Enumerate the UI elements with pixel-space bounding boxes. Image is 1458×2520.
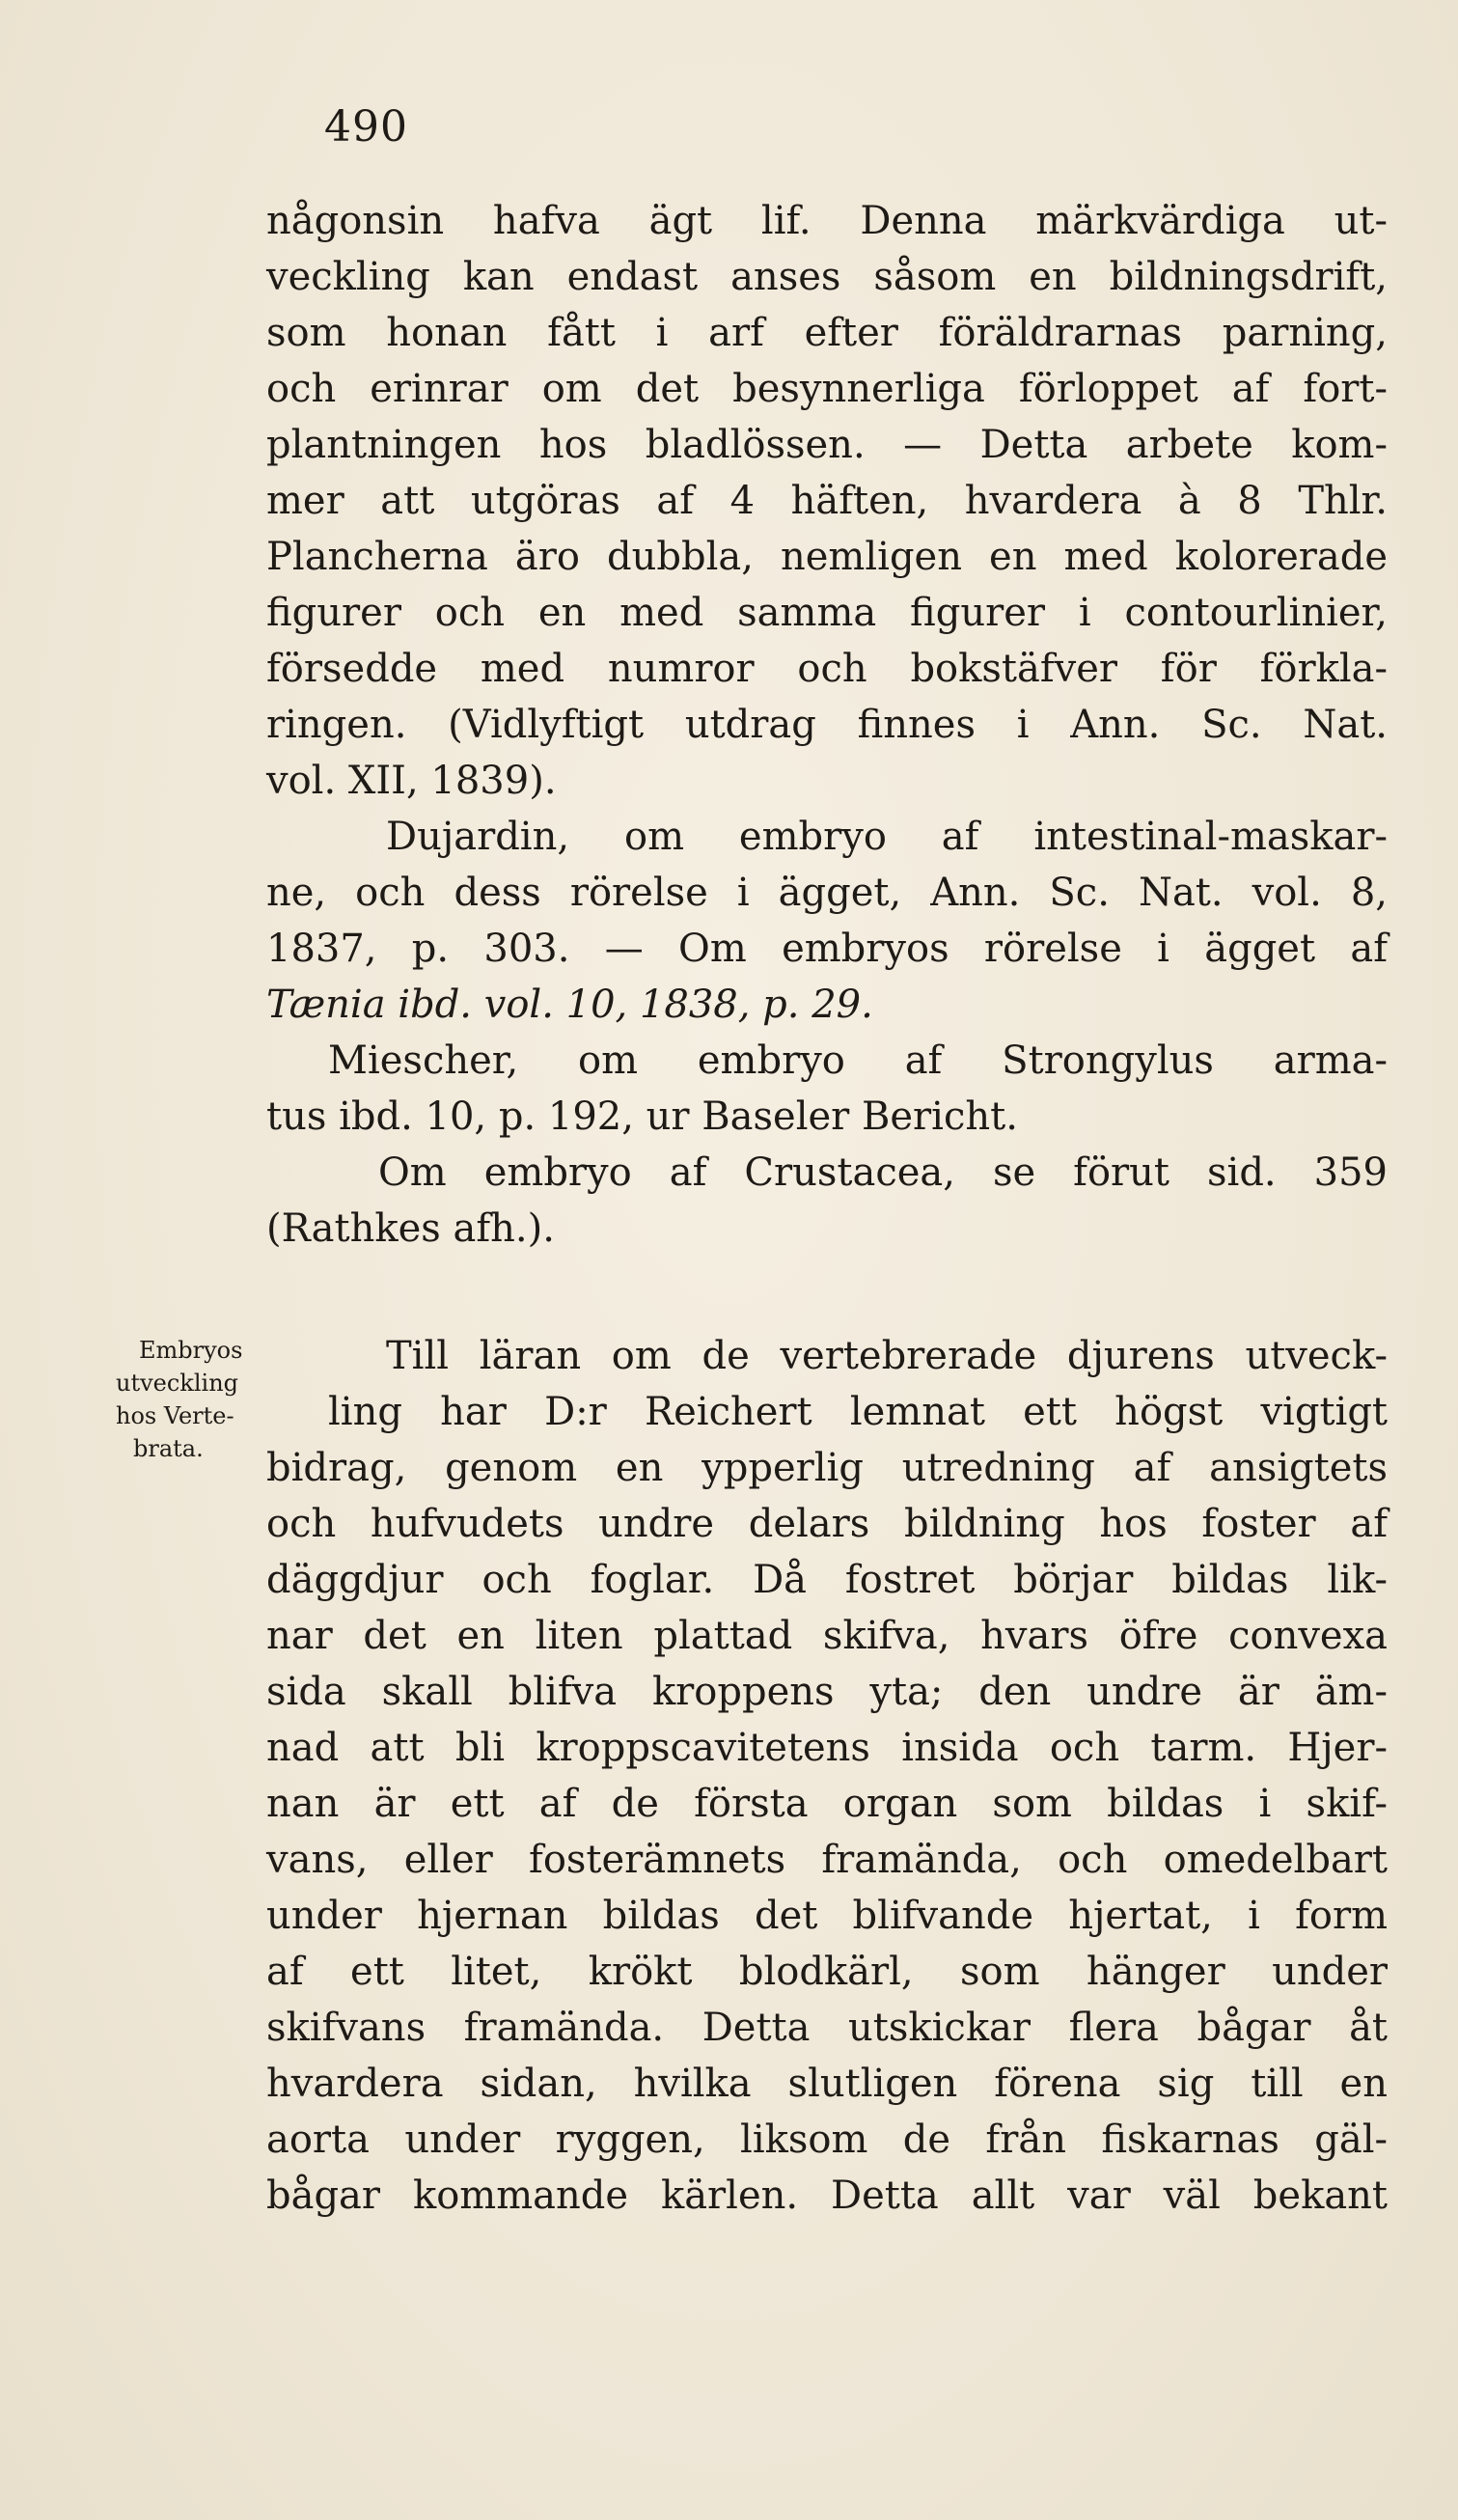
text-line: 1837, p. 303. — Om embryos rörelse i ägget af [266, 927, 1388, 971]
text-line: (Rathkes afh.). [266, 1206, 555, 1251]
text-line: tus ibd. 10, p. 192, ur Baseler Bericht. [266, 1094, 1018, 1139]
margin-note [116, 1334, 270, 1465]
margin-note-line: utveckling [116, 1370, 239, 1397]
text-line: Plancherna äro dubbla, nemligen en med kolorerade [266, 535, 1388, 579]
margin-note-line: hos Verte- [116, 1402, 234, 1429]
text-line: Om embryo af Crustacea, se förut sid. 359 [378, 1150, 1388, 1195]
text-line: Till läran om de vertebrerade djurens utveck- [386, 1334, 1388, 1378]
text-line: och erinrar om det besynnerliga förloppet af fort- [266, 367, 1388, 411]
text-line: som honan fått i arf efter föräldrarnas parning, [266, 311, 1388, 355]
text-line: skifvans framända. Detta utskickar flera bågar åt [266, 2006, 1388, 2050]
text-line: veckling kan endast anses såsom en bildningsdrift, [266, 255, 1388, 299]
text-line: under hjernan bildas det blifvande hjertat, i form [266, 1894, 1388, 1938]
margin-note-line: brata. [133, 1435, 204, 1462]
text-line: och hufvudets undre delars bildning hos foster af [266, 1502, 1388, 1546]
text-line: ne, och dess rörelse i ägget, Ann. Sc. Nat. vol. 8, [266, 871, 1388, 915]
text-line: hvardera sidan, hvilka slutligen förena sig till en [266, 2062, 1388, 2106]
text-line: mer att utgöras af 4 häften, hvardera à 8 Thlr. [266, 479, 1388, 523]
page-number: 490 [324, 102, 408, 152]
text-line: ling har D:r Reichert lemnat ett högst vigtigt [328, 1390, 1388, 1434]
text-line: af ett litet, krökt blodkärl, som hänger under [266, 1950, 1388, 1994]
text-line: sida skall blifva kroppens yta; den undre är äm- [266, 1670, 1388, 1714]
margin-note-line: Embryos [139, 1337, 243, 1364]
text-line: ringen. (Vidlyftigt utdrag finnes i Ann. Sc. Nat. [266, 703, 1388, 747]
text-line: nan är ett af de första organ som bildas i skif- [266, 1782, 1388, 1826]
text-line: nar det en liten plattad skifva, hvars öfre convexa [266, 1614, 1388, 1658]
text-line: figurer och en med samma figurer i contourlinier, [266, 591, 1388, 635]
text-line: plantningen hos bladlössen. — Detta arbete kom- [266, 423, 1388, 467]
text-line: däggdjur och foglar. Då fostret börjar bildas lik- [266, 1558, 1388, 1602]
text-line: vol. XII, 1839). [266, 759, 557, 803]
text-line: någonsin hafva ägt lif. Denna märkvärdiga ut- [266, 199, 1388, 243]
text-line: försedde med numror och bokstäfver för förkla- [266, 647, 1388, 691]
text-line: aorta under ryggen, liksom de från fiskarnas gäl- [266, 2118, 1388, 2162]
text-line: Tænia ibd. vol. 10, 1838, p. 29. [266, 983, 873, 1027]
text-line: bidrag, genom en ypperlig utredning af ansigtets [266, 1446, 1388, 1490]
text-line: Miescher, om embryo af Strongylus arma- [328, 1038, 1388, 1083]
text-line: vans, eller fosterämnets framända, och omedelbart [266, 1838, 1388, 1882]
text-line: nad att bli kroppscavitetens insida och tarm. Hjer- [266, 1726, 1388, 1770]
text-line: bågar kommande kärlen. Detta allt var väl bekant [266, 2174, 1388, 2218]
text-line: Dujardin, om embryo af intestinal-maskar- [386, 815, 1388, 859]
